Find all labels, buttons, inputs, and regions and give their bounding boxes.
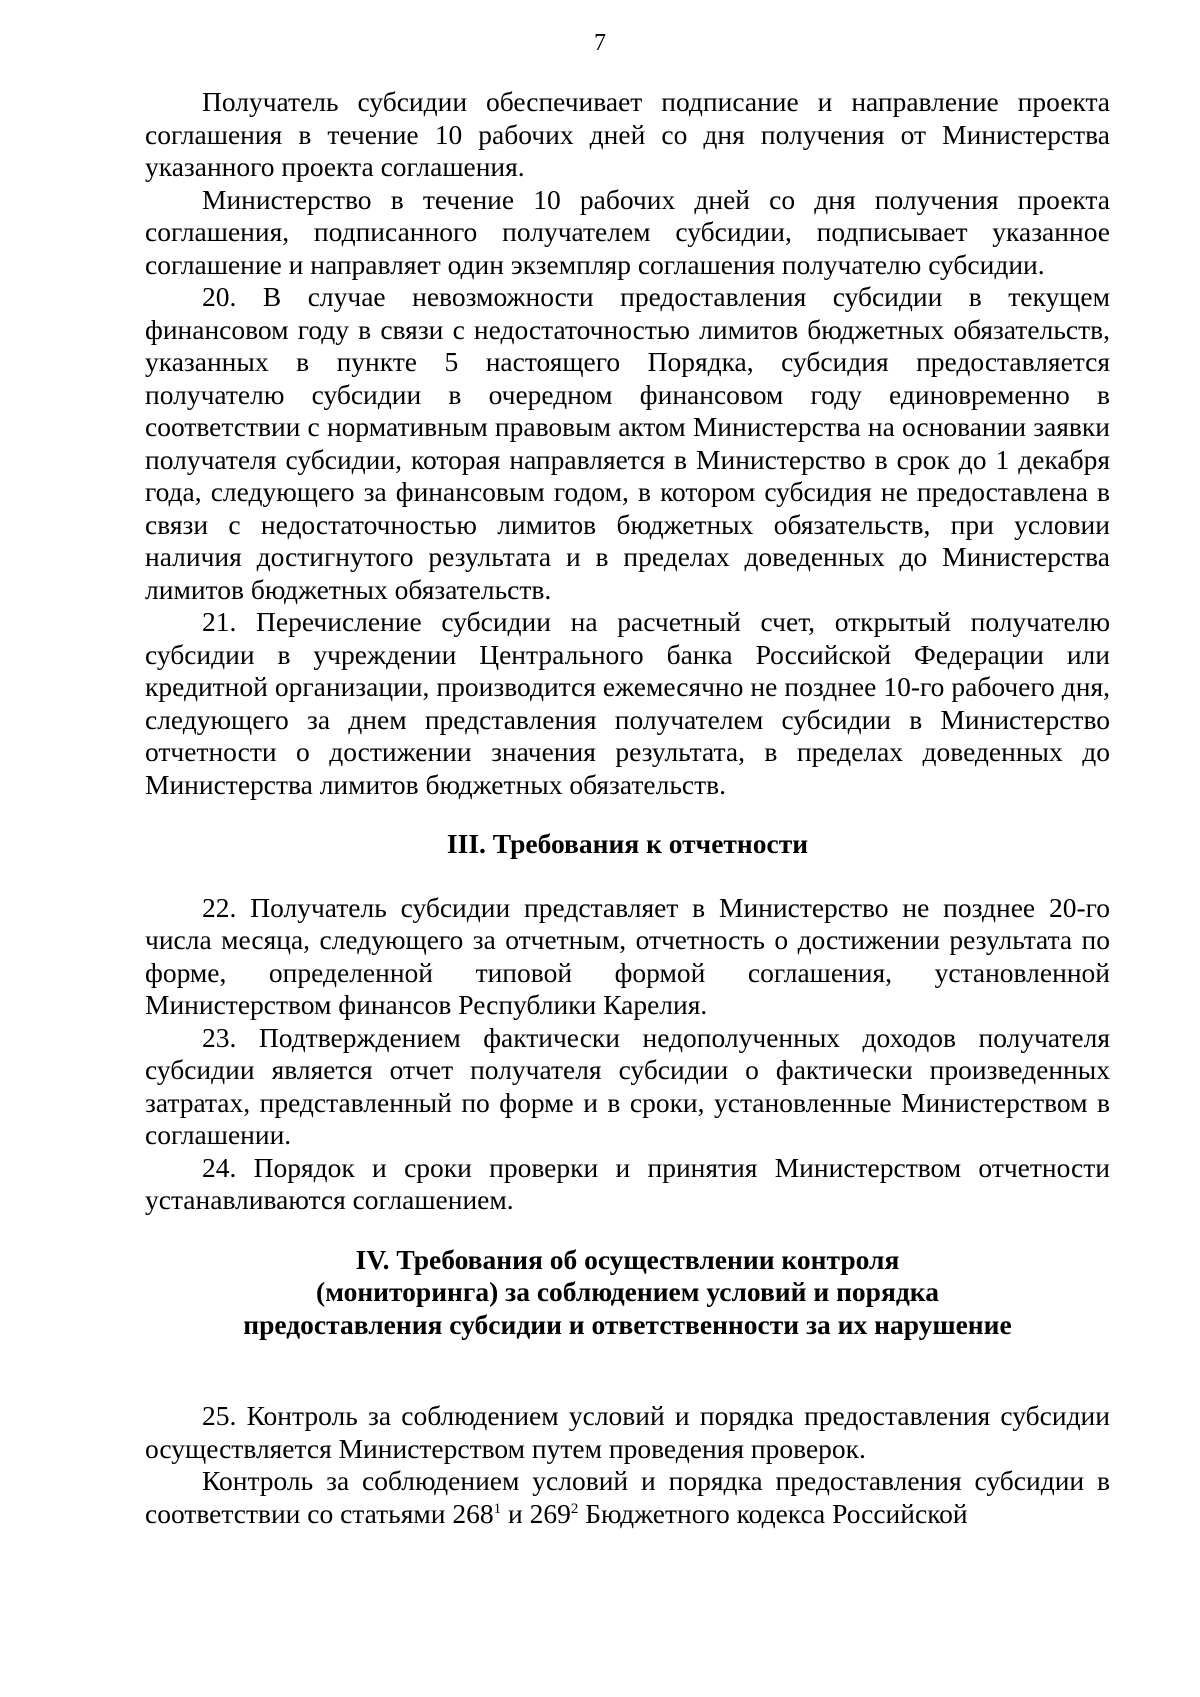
paragraph: 23. Подтверждением фактически недополученных доходов получателя субсидии является отчет получателя субсидии о фактически произведенных затратах, представленный по форме и в сроки, установленные Министерством в соглашении. — [145, 1021, 1110, 1150]
text-fragment: Бюджетного кодекса Российской — [578, 1497, 968, 1529]
text-fragment: и 269 — [501, 1497, 571, 1529]
superscript: 1 — [493, 1500, 502, 1517]
paragraph: Министерство в течение 10 рабочих дней со дня получения проекта соглашения, подписанного получателем субсидии, подписывает указанное соглашение и направляет один экземпляр соглашения получателю субсидии. — [145, 183, 1110, 280]
paragraph: 25. Контроль за соблюдением условий и порядка предоставления субсидии осуществляется Министерством путем проведения проверок. — [145, 1400, 1110, 1464]
section-heading-4 — [145, 1244, 1110, 1342]
section-heading-3: III. Требования к отчетности — [446, 828, 809, 859]
page-number: 7 — [594, 30, 606, 56]
paragraph: 20. В случае невозможности предоставления субсидии в текущем финансовом году в связи с недостаточностью лимитов бюджетных обязательств, указанных в пункте 5 настоящего Порядка, субсидия предоставляется получателю субсидии в очередном финансовом году единовременно в соответствии с нормативным правовым актом Министерства на основании заявки получателя субсидии, которая направляется в Министерство в срок до 1 декабря года, следующего за финансовым годом, в котором субсидия не предоставлена в связи с недостаточностью лимитов бюджетных обязательств, при условии наличия достигнутого результата и в пределах доведенных до Министерства лимитов бюджетных обязательств. — [145, 281, 1110, 605]
heading-line: предоставления субсидии и ответственности за их нарушение — [243, 1308, 1012, 1340]
document-body — [145, 86, 1110, 1530]
heading-line: (мониторинга) за соблюдением условий и порядка — [316, 1276, 939, 1307]
text-fragment: Контроль за соблюдением условий и порядка предоставления субсидии в соответствии со статьями 268 — [145, 1465, 1110, 1529]
paragraph: Получатель субсидии обеспечивает подписание и направление проекта соглашения в течение 10 рабочих дней со дня получения от Министерства указанного проекта соглашения. — [145, 86, 1110, 182]
superscript: 2 — [570, 1500, 579, 1517]
paragraph-last — [145, 1465, 1110, 1530]
paragraph: 21. Перечисление субсидии на расчетный счет, открытый получателю субсидии в учреждении Центрального банка Российской Федерации или кредитной организации, производится ежемесячно не позднее 10-го рабочего дня, следующего за днем представления получателем субсидии в Министерство отчетности о достижении значения результата, в пределах доведенных до Министерства лимитов бюджетных обязательств. — [145, 606, 1110, 800]
heading-line: IV. Требования об осуществлении контроля — [355, 1243, 900, 1275]
paragraph: 24. Порядок и сроки проверки и принятия Министерством отчетности устанавливаются соглашением. — [145, 1151, 1110, 1215]
paragraph: 22. Получатель субсидии представляет в Министерство не позднее 20-го числа месяца, следующего за отчетным, отчетность о достижении результата по форме, определенной типовой формой соглашения, установленной Министерством финансов Республики Карелия. — [145, 891, 1110, 1020]
